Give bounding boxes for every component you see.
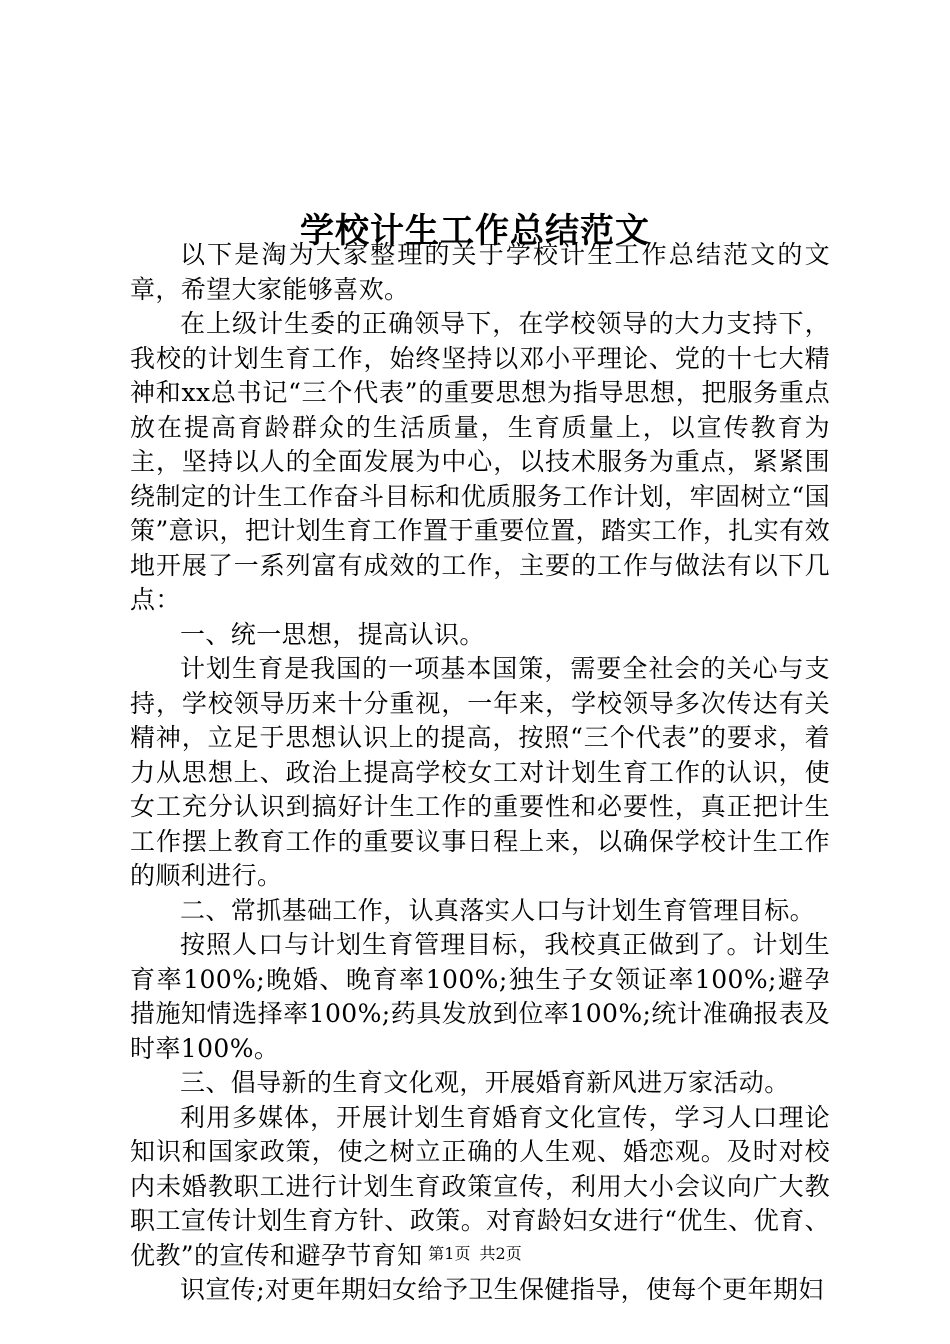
paragraph-section-2: 按照人口与计划生育管理目标，我校真正做到了。计划生育率100%;晚婚、晚育率100%;独生子女领证率100%;避孕措施知情选择率100%;药具发放到位率100%;统计准确报表及时率100%。: [130, 930, 830, 1063]
section-heading-2: 二、常抓基础工作，认真落实人口与计划生育管理目标。: [180, 895, 816, 925]
paragraph-section-3: 利用多媒体，开展计划生育婚育文化宣传，学习人口理论知识和国家政策，使之树立正确的人生观、婚恋观。及时对校内未婚教职工进行计划生育政策宣传，利用大小会议向广大教职工宣传计划生育方针、政策。对育龄妇女进行“优生、优育、优教”的宣传和避孕节育知: [130, 1102, 830, 1270]
paragraph-intro: 以下是淘为大家整理的关于学校计生工作总结范文的文章，希望大家能够喜欢。: [130, 240, 830, 304]
page-total: 共2页: [479, 1244, 522, 1263]
page-footer: [0, 1244, 950, 1264]
document-title: 学校计生工作总结范文: [300, 210, 650, 251]
paragraph-section-1: 计划生育是我国的一项基本国策，需要全社会的关心与支持，学校领导历来十分重视，一年来，学校领导多次传达有关精神，立足于思想认识上的提高，按照“三个代表”的要求，着力从思想上、政治上提高学校女工对计划生育工作的认识，使女工充分认识到搞好计生工作的重要性和必要性，真正把计生工作摆上教育工作的重要议事日程上来，以确保学校计生工作的顺利进行。: [130, 654, 830, 890]
page-number: 第1页: [428, 1244, 471, 1263]
section-heading-3: 三、倡导新的生育文化观，开展婚育新风进万家活动。: [180, 1068, 790, 1097]
document-body: [130, 238, 830, 1308]
paragraph-overview: 在上级计生委的正确领导下，在学校领导的大力支持下，我校的计划生育工作，始终坚持以邓小平理论、党的十七大精神和xx总书记“三个代表”的重要思想为指导思想，把服务重点放在提高育龄群众的生活质量，生育质量上，以宣传教育为主，坚持以人的全面发展为中心，以技术服务为重点，紧紧围绕制定的计生工作奋斗目标和优质服务工作计划，牢固树立“国策”意识，把计划生育工作置于重要位置，踏实工作，扎实有效地开展了一系列富有成效的工作，主要的工作与做法有以下几点：: [130, 309, 830, 614]
section-heading-1: 一、统一思想，提高认识。: [180, 619, 485, 649]
paragraph-continued: 识宣传;对更年期妇女给予卫生保健指导，使每个更年期妇: [180, 1275, 824, 1304]
